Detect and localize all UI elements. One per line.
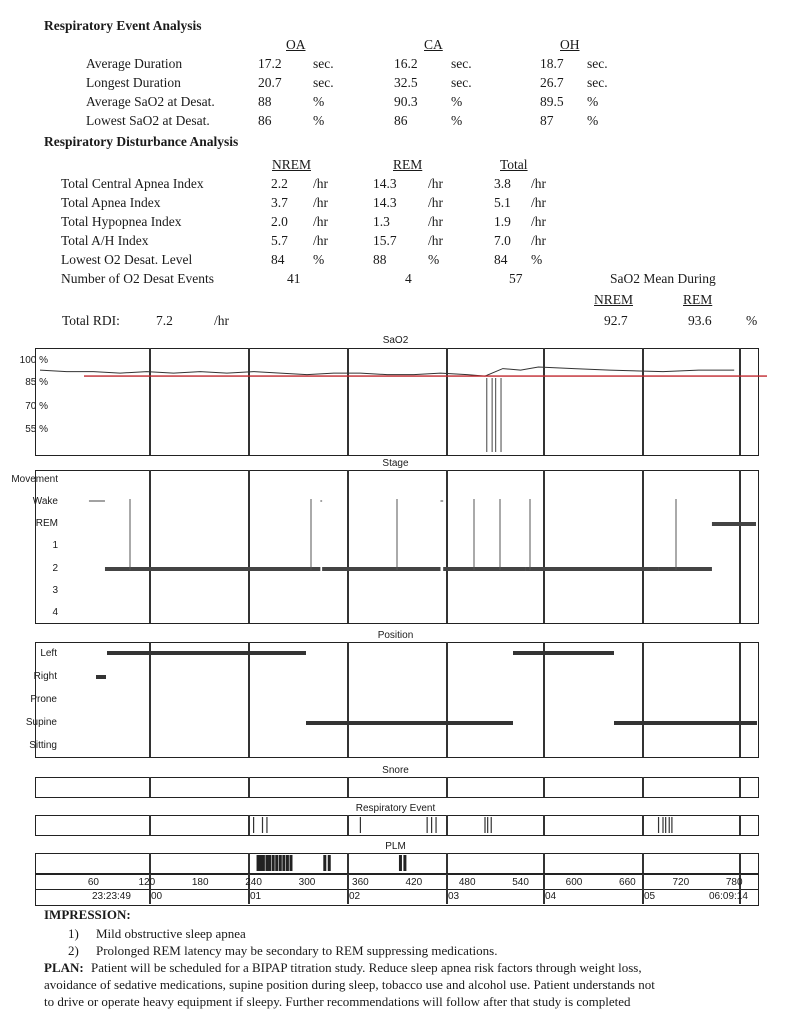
disturbance-rem-4: 15.7 [373, 233, 397, 248]
event-analysis-oh-u-3: % [587, 94, 599, 109]
disturbance-nrem-3: 2.0 [271, 214, 288, 229]
disturbance-nrem-u-5: % [313, 252, 325, 267]
disturbance-nrem-u-3: /hr [313, 214, 328, 229]
position-ytick-3: Prone [30, 694, 57, 705]
end-time: 06:09:14 [709, 891, 748, 902]
disturbance-total-5: 84 [494, 252, 508, 267]
impression-item-2: Prolonged REM latency may be secondary to REM suppressing medications. [96, 943, 498, 958]
plm-event-mark-4 [265, 855, 268, 871]
time-tick-420: 420 [405, 877, 423, 888]
stage-segment-7 [525, 567, 659, 571]
time-tick-780: 780 [725, 877, 743, 888]
sao2-ytick-1: 100 % [19, 355, 48, 366]
event-analysis-oh-1: 18.7 [540, 56, 564, 71]
stage-segment-8 [659, 567, 712, 571]
disturbance-total-u-4: /hr [531, 233, 546, 248]
plan-line-2: avoidance of sedative medications, supine position during sleep, tobacco use and alcohol use. Patient understands not [44, 977, 655, 992]
event-analysis-label-1: Average Duration [86, 56, 183, 71]
position-segment-4 [513, 651, 614, 655]
plm-panel-title: PLM [385, 841, 406, 852]
plm-event-mark-8 [279, 855, 282, 871]
event-analysis-ca-3: 90.3 [394, 94, 418, 109]
stage-panel-title: Stage [382, 458, 409, 469]
disturbance-rem-5: 88 [373, 252, 387, 267]
event-analysis-ca-4: 86 [394, 113, 408, 128]
col-header-total: Total [500, 157, 528, 172]
sao2-mean-rem-label: REM [683, 292, 713, 307]
disturbance-total-u-1: /hr [531, 176, 546, 191]
resp-event-panel-title: Respiratory Event [355, 803, 436, 814]
hour-tick-05: 05 [644, 891, 656, 902]
disturbance-total-u-5: % [531, 252, 543, 267]
plm-event-mark-5 [268, 855, 271, 871]
stage-ytick-7: 4 [52, 607, 58, 618]
disturbance-label-6: Number of O2 Desat Events [61, 271, 214, 286]
event-analysis-ca-u-2: sec. [451, 75, 472, 90]
disturbance-analysis-title: Respiratory Disturbance Analysis [44, 134, 239, 149]
position-segment-1 [96, 675, 106, 679]
hour-tick-00: 00 [151, 891, 163, 902]
time-tick-360: 360 [352, 877, 369, 888]
impression-num-1: 1) [68, 926, 79, 941]
event-analysis-oh-u-1: sec. [587, 56, 608, 71]
stage-ytick-6: 3 [52, 585, 58, 596]
disturbance-total-u-3: /hr [531, 214, 546, 229]
event-analysis-label-3: Average SaO2 at Desat. [86, 94, 215, 109]
disturbance-rem-2: 14.3 [373, 195, 397, 210]
event-analysis-oh-3: 89.5 [540, 94, 564, 109]
disturbance-label-2: Total Apnea Index [61, 195, 161, 210]
stage-ytick-1: Movement [11, 474, 58, 485]
rdi-label: Total RDI: [62, 313, 120, 328]
sao2-mean-nrem-value: 92.7 [604, 313, 628, 328]
disturbance-nrem-u-2: /hr [313, 195, 328, 210]
col-header-oa: OA [286, 37, 306, 52]
plm-event-mark-7 [275, 855, 278, 871]
event-analysis-oa-u-4: % [313, 113, 325, 128]
stage-segment-2 [105, 567, 320, 571]
disturbance-nrem-u-4: /hr [313, 233, 328, 248]
disturbance-total-u-2: /hr [531, 195, 546, 210]
hour-tick-01: 01 [250, 891, 262, 902]
disturbance-nrem-1: 2.2 [271, 176, 288, 191]
sao2-mean-title: SaO2 Mean During [610, 271, 716, 286]
stage-segment-4 [322, 567, 440, 571]
plm-event-mark-14 [399, 855, 402, 871]
disturbance-label-1: Total Central Apnea Index [61, 176, 204, 191]
sao2-mean-unit: % [746, 313, 758, 328]
event-analysis-ca-1: 16.2 [394, 56, 418, 71]
stage-segment-9 [712, 522, 756, 526]
event-analysis-oa-u-3: % [313, 94, 325, 109]
sao2-panel-title: SaO2 [382, 335, 409, 346]
disturbance-total-4: 7.0 [494, 233, 511, 248]
position-segment-3 [306, 721, 513, 725]
impression-item-1: Mild obstructive sleep apnea [96, 926, 246, 941]
plm-event-mark-1 [257, 855, 260, 871]
plan-line-3: to drive or operate heavy equipment if sleepy. Further recommendations will follow after that study is completed [44, 994, 631, 1009]
disturbance-nrem-u-1: /hr [313, 176, 328, 191]
plm-event-mark-12 [323, 855, 326, 871]
event-analysis-oa-u-2: sec. [313, 75, 334, 90]
impression-title: IMPRESSION: [44, 907, 131, 922]
sao2-mean-rem-value: 93.6 [688, 313, 712, 328]
disturbance-rem-1: 14.3 [373, 176, 397, 191]
time-tick-660: 660 [619, 877, 636, 888]
disturbance-total-6: 57 [509, 271, 523, 286]
disturbance-rem-6: 4 [405, 271, 412, 286]
event-analysis-ca-2: 32.5 [394, 75, 418, 90]
plm-event-mark-9 [282, 855, 285, 871]
impression-num-2: 2) [68, 943, 79, 958]
hour-tick-04: 04 [545, 891, 557, 902]
disturbance-label-4: Total A/H Index [61, 233, 149, 248]
disturbance-rem-u-4: /hr [428, 233, 443, 248]
col-header-nrem: NREM [272, 157, 312, 172]
rdi-unit: /hr [214, 313, 229, 328]
time-tick-600: 600 [565, 877, 583, 888]
snore-panel-title: Snore [382, 765, 409, 776]
disturbance-nrem-6: 41 [287, 271, 301, 286]
stage-segment-1 [89, 501, 105, 502]
event-analysis-oh-4: 87 [540, 113, 554, 128]
col-header-rem: REM [393, 157, 423, 172]
sao2-line [40, 367, 734, 376]
disturbance-rem-u-3: /hr [428, 214, 443, 229]
col-header-oh: OH [560, 37, 580, 52]
time-tick-240: 240 [245, 877, 262, 888]
disturbance-nrem-5: 84 [271, 252, 285, 267]
stage-segment-3 [320, 501, 322, 502]
disturbance-label-3: Total Hypopnea Index [61, 214, 182, 229]
event-analysis-ca-u-4: % [451, 113, 463, 128]
time-tick-300: 300 [298, 877, 316, 888]
event-analysis-oa-4: 86 [258, 113, 272, 128]
event-analysis-oh-u-4: % [587, 113, 599, 128]
time-tick-120: 120 [138, 877, 156, 888]
sao2-ytick-2: 85 % [25, 377, 48, 388]
plan-label: PLAN: [44, 960, 84, 975]
time-tick-540: 540 [512, 877, 529, 888]
event-analysis-oa-2: 20.7 [258, 75, 282, 90]
position-segment-5 [614, 721, 757, 725]
event-analysis-oa-u-1: sec. [313, 56, 334, 71]
event-analysis-ca-u-1: sec. [451, 56, 472, 71]
disturbance-rem-u-1: /hr [428, 176, 443, 191]
plm-event-mark-10 [286, 855, 289, 871]
rdi-value: 7.2 [156, 313, 173, 328]
start-time: 23:23:49 [92, 891, 131, 902]
disturbance-nrem-2: 3.7 [271, 195, 288, 210]
disturbance-total-2: 5.1 [494, 195, 511, 210]
position-ytick-4: Supine [25, 717, 57, 728]
sao2-ytick-3: 70 % [25, 401, 48, 412]
col-header-ca: CA [424, 37, 443, 52]
position-ytick-5: Sitting [29, 740, 57, 751]
plm-event-mark-11 [289, 855, 292, 871]
plm-event-mark-2 [259, 855, 262, 871]
plm-event-mark-6 [272, 855, 275, 871]
position-ytick-1: Left [40, 648, 57, 659]
event-analysis-label-2: Longest Duration [86, 75, 181, 90]
plm-event-mark-3 [262, 855, 265, 871]
event-analysis-title: Respiratory Event Analysis [44, 18, 202, 33]
event-analysis-oa-3: 88 [258, 94, 272, 109]
stage-ytick-5: 2 [52, 563, 58, 574]
plm-event-mark-13 [328, 855, 331, 871]
stage-segment-5 [441, 501, 444, 502]
position-panel-title: Position [377, 630, 414, 641]
disturbance-label-5: Lowest O2 Desat. Level [61, 252, 193, 267]
disturbance-total-1: 3.8 [494, 176, 511, 191]
event-analysis-oh-2: 26.7 [540, 75, 564, 90]
stage-ytick-3: REM [35, 518, 58, 529]
plan-line-1: Patient will be scheduled for a BIPAP titration study. Reduce sleep apnea risk factors through weight loss, [91, 960, 642, 975]
event-analysis-label-4: Lowest SaO2 at Desat. [86, 113, 210, 128]
stage-ytick-2: Wake [32, 496, 58, 507]
disturbance-rem-3: 1.3 [373, 214, 390, 229]
stage-ytick-4: 1 [52, 540, 58, 551]
position-ytick-2: Right [33, 671, 57, 682]
disturbance-rem-u-2: /hr [428, 195, 443, 210]
hour-tick-03: 03 [448, 891, 460, 902]
disturbance-total-3: 1.9 [494, 214, 511, 229]
time-tick-60: 60 [87, 877, 99, 888]
stage-segment-6 [443, 567, 525, 571]
time-tick-180: 180 [191, 877, 209, 888]
time-tick-480: 480 [458, 877, 476, 888]
position-segment-2 [107, 651, 306, 655]
time-tick-720: 720 [672, 877, 690, 888]
disturbance-nrem-4: 5.7 [271, 233, 288, 248]
sao2-mean-nrem-label: NREM [594, 292, 634, 307]
event-analysis-oa-1: 17.2 [258, 56, 282, 71]
event-analysis-ca-u-3: % [451, 94, 463, 109]
disturbance-rem-u-5: % [428, 252, 440, 267]
sao2-ytick-4: 55 % [25, 424, 48, 435]
event-analysis-oh-u-2: sec. [587, 75, 608, 90]
hour-tick-02: 02 [349, 891, 361, 902]
plm-event-mark-15 [403, 855, 406, 871]
